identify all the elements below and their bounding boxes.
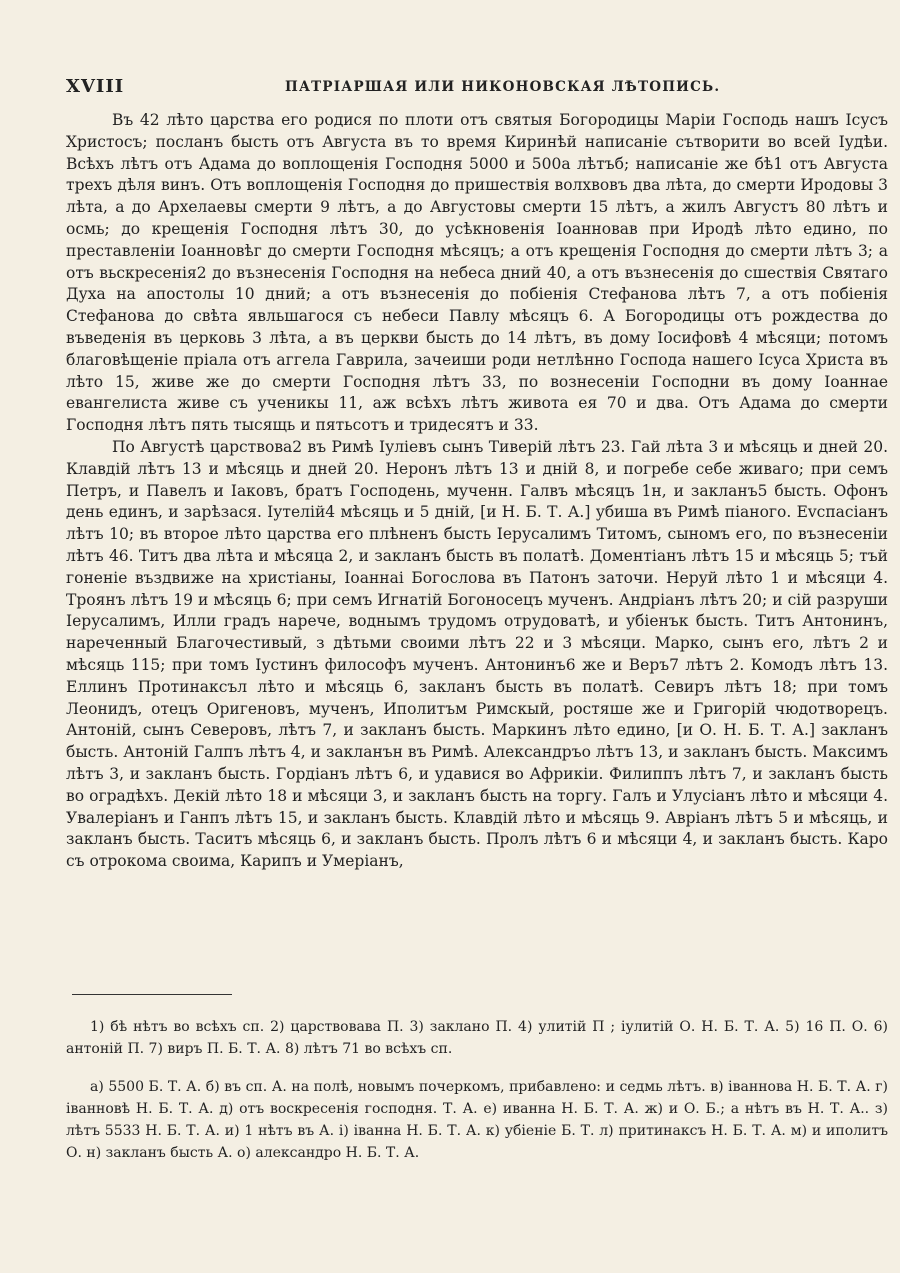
paragraph-1: Въ 42 лѣто царства его родися по плоти отъ святыя Богородицы Маріи Господь нашъ Ісусъ Христосъ; посланъ бысть отъ Августа въ то время Киринѣй написаніе сътворити во всей Іудѣи. Всѣхъ лѣтъ отъ Адама до воплощенія Господня 5000 и 500а лѣтъб; написаніе же бѣ1 отъ Августа трехъ дѣля винъ. Отъ воплощенія Господня до пришествія волхвовъ два лѣта, до смерти Иродовы 3 лѣта, а до Архелаевы смерти 9 лѣтъ, а до Августовы смерти 15 лѣтъ, а жилъ Августъ 80 лѣтъ и осмь; до крещенія Господня лѣтъ 30, до усѣкновенія Іоанновав при Иродѣ лѣто едино, по преставленіи Іоанновѣг до смерти Господня мѣсяцъ; а отъ крещенія Господня до смерти лѣтъ 3; а отъ вьскресенія2 до възнесенія Господня на небеса дний 40, а отъ възнесенія до сшествія Святаго Духа на апостолы 10 дний; а отъ възнесенія до побіенія Стефанова лѣтъ 7, а отъ побіенія Стефанова до свѣта явльшагося съ небеси Павлу мѣсяцъ 6. А Богородицы отъ рождества до въведенія въ церковь 3 лѣта, а въ церкви бысть до 14 лѣтъ, въ дому Іосифовѣ 4 мѣсяци; потомъ благовѣщеніе пріала отъ аггела Гаврила, зачеиши роди нетлѣнно Господа нашего Ісуса Христа въ лѣто 15, живе же до смерти Господня лѣтъ 33, по вознесеніи Господни въ дому Іоаннае евангелиста живе съ ученикы 11, аж всѣхъ лѣтъ живота ея 70 и два. Отъ Адама до смерти Господня лѣтъ пять тысящь и пятьсотъ и тридесятъ и 33. xyxy=(66,111,888,435)
main-text xyxy=(66,110,888,873)
page-number: XVIII xyxy=(66,76,125,97)
lettered-footnotes xyxy=(66,1076,888,1164)
numeric-footnotes-text: 1) бѣ нѣтъ во всѣхъ сп. 2) царствовава П. 3) заклано П. 4) улитій П ; іулитій О. Н. Б. Т. А. 5) 16 П. О. 6) антоній П. 7) виръ П. Б. Т. А. 8) лѣтъ 71 во всѣхъ сп. xyxy=(66,1019,888,1057)
paragraph-2: По Августѣ царствова2 въ Римѣ Іуліевъ сынъ Тиверій лѣтъ 23. Гай лѣта 3 и мѣсяць и дней 20. Клавдій лѣтъ 13 и мѣсяць и дней 20. Неронъ лѣтъ 13 и дній 8, и погребе себе живаго; при семъ Петръ, и Павелъ и Іаковъ, братъ Господень, мученн. Галвъ мѣсяцъ 1н, и закланъ5 бысть. Офонъ день единъ, и зарѣзася. Іутелій4 мѣсяць и 5 дній, [и Н. Б. Т. А.] убиша въ Римѣ піаного. Еvспасіанъ лѣтъ 10; въ второе лѣто царства его плѣненъ бысть Іерусалимъ Титомъ, сыномъ его, по възнесеніи лѣтъ 46. Титъ два лѣта и мѣсяца 2, и закланъ бысть въ полатѣ. Доментіанъ лѣтъ 15 и мѣсяць 5; тъй гоненіе въздвиже на христіаны, Іоаннаі Богослова въ Патонъ заточи. Неруй лѣто 1 и мѣсяци 4. Троянъ лѣтъ 19 и мѣсяць 6; при семъ Игнатій Богоносецъ мученъ. Андріанъ лѣтъ 20; и сій разруши Іерусалимъ, Илли градъ нарече, воднымъ трудомъ отрудоватѣ, и убіенък бысть. Титъ Антонинъ, нареченный Благочестивый, з дѣтьми своими лѣтъ 22 и 3 мѣсяци. Марко, сынъ его, лѣтъ 2 и мѣсяць 115; при томъ Іустинъ философъ мученъ. Антонинъ6 же и Веръ7 лѣтъ 2. Комодъ лѣтъ 13. Еллинъ Протинаксъл лѣто и мѣсяць 6, закланъ бысть въ полатѣ. Севиръ лѣтъ 18; при томъ Леонидъ, отецъ Оригеновъ, мученъ, Иполитъм Римскый, ростяше же и Григорій чюдотворецъ. Антоній, сынъ Северовъ, лѣтъ 7, и закланъ бысть. Маркинъ лѣто едино, [и О. Н. Б. Т. А.] закланъ бысть. Антоній Галпъ лѣтъ 4, и закланън въ Римѣ. Александръо лѣтъ 13, и закланъ бысть. Максимъ лѣтъ 3, и закланъ бысть. Гордіанъ лѣтъ 6, и удавися во Африкіи. Филиппъ лѣтъ 7, и закланъ бысть во оградѣхъ. Декій лѣто 18 и мѣсяци 3, и закланъ бысть на торгу. Галъ и Улусіанъ лѣто и мѣсяци 4. Увалеріанъ и Ганпъ лѣтъ 15, и закланъ бысть. Клавдій лѣто и мѣсяць 9. Авріанъ лѣтъ 5 и мѣсяць, и закланъ бысть. Таситъ мѣсяць 6, и закланъ бысть. Пролъ лѣтъ 6 и мѣсяци 4, и закланъ бысть. Каро съ отрокома своима, Карипъ и Умеріанъ, xyxy=(66,437,888,871)
numeric-footnotes xyxy=(66,1016,888,1060)
footnote-divider xyxy=(72,994,232,995)
lettered-footnotes-text: а) 5500 Б. Т. А. б) въ сп. А. на полѣ, новымъ почеркомъ, прибавлено: и седмь лѣтъ. в) іваннова Н. Б. Т. А. г) іванновѣ Н. Б. Т. А. д) отъ воскресенія господня. Т. А. е) иванна Н. Б. Т. А. ж) и О. Б.; а нѣтъ въ Н. Т. А.. з) лѣтъ 5533 Н. Б. Т. А. и) 1 нѣтъ въ А. і) іванна Н. Б. Т. А. к) убіеніе Б. Т. л) притинаксъ Н. Б. Т. А. м) и иполитъ О. н) закланъ бысть А. о) александро Н. Б. Т. А. xyxy=(66,1079,888,1161)
running-title: ПАТРІАРШАЯ ИЛИ НИКОНОВСКАЯ ЛѢТОПИСЬ. xyxy=(285,79,721,95)
